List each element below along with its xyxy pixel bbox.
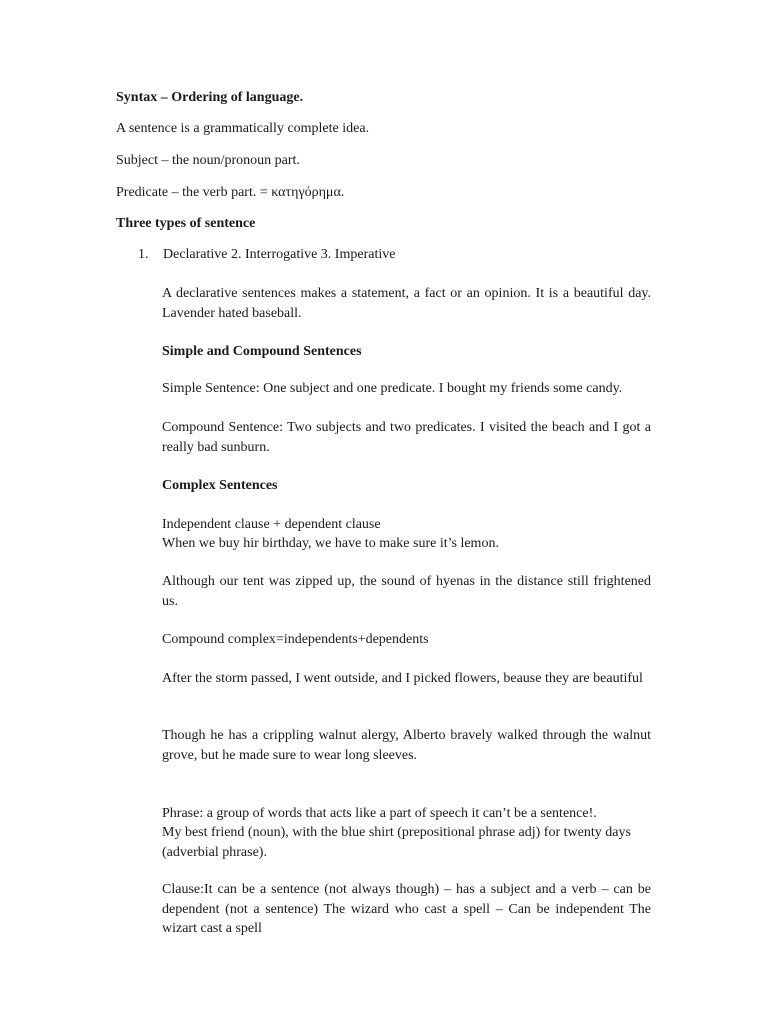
document-title: Syntax – Ordering of language.	[116, 90, 304, 105]
phrase-definition: Phrase: a group of words that acts like a part of speech it can’t be a sentence!.	[162, 806, 597, 821]
complex-rule: Independent clause + dependent clause	[162, 517, 381, 532]
complex-example-2: Although our tent was zipped up, the sound of hyenas in the distance still frightened us.	[162, 574, 651, 609]
complex-heading: Complex Sentences	[162, 478, 278, 493]
sentence-definition: A sentence is a grammatically complete idea.	[116, 121, 370, 136]
complex-example-1: When we buy hir birthday, we have to make sure it’s lemon.	[162, 536, 499, 551]
types-heading: Three types of sentence	[116, 216, 256, 231]
subject-definition: Subject – the noun/pronoun part.	[116, 153, 300, 168]
compound-complex-example-1: After the storm passed, I went outside, and I picked flowers, beause they are beautiful	[162, 671, 643, 686]
simple-sentence-paragraph: Simple Sentence: One subject and one predicate. I bought my friends some candy.	[162, 381, 623, 396]
compound-complex-example-2: Though he has a crippling walnut alergy, Alberto bravely walked through the walnut grove, but he made sure to wear long sleeves.	[162, 728, 651, 763]
list-number: 1.	[138, 247, 149, 262]
list-text: Declarative 2. Interrogative 3. Imperative	[163, 247, 396, 262]
phrase-example: My best friend (noun), with the blue shirt (prepositional phrase adj) for twenty days (adverbial phrase).	[162, 825, 631, 860]
declarative-paragraph: A declarative sentences makes a statement, a fact or an opinion. It is a beautiful day. Lavender hated baseball.	[162, 286, 651, 321]
compound-sentence-paragraph: Compound Sentence: Two subjects and two predicates. I visited the beach and I got a really bad sunburn.	[162, 420, 651, 455]
compound-complex-rule: Compound complex=independents+dependents	[162, 632, 429, 647]
predicate-definition: Predicate – the verb part. = κατηγόρημα.	[116, 185, 345, 200]
simple-compound-heading: Simple and Compound Sentences	[162, 344, 362, 359]
clause-paragraph: Clause:It can be a sentence (not always though) – has a subject and a verb – can be dependent (not a sentence) The wizard who cast a spell – Can be independent The wizart cast a spell	[162, 882, 651, 936]
